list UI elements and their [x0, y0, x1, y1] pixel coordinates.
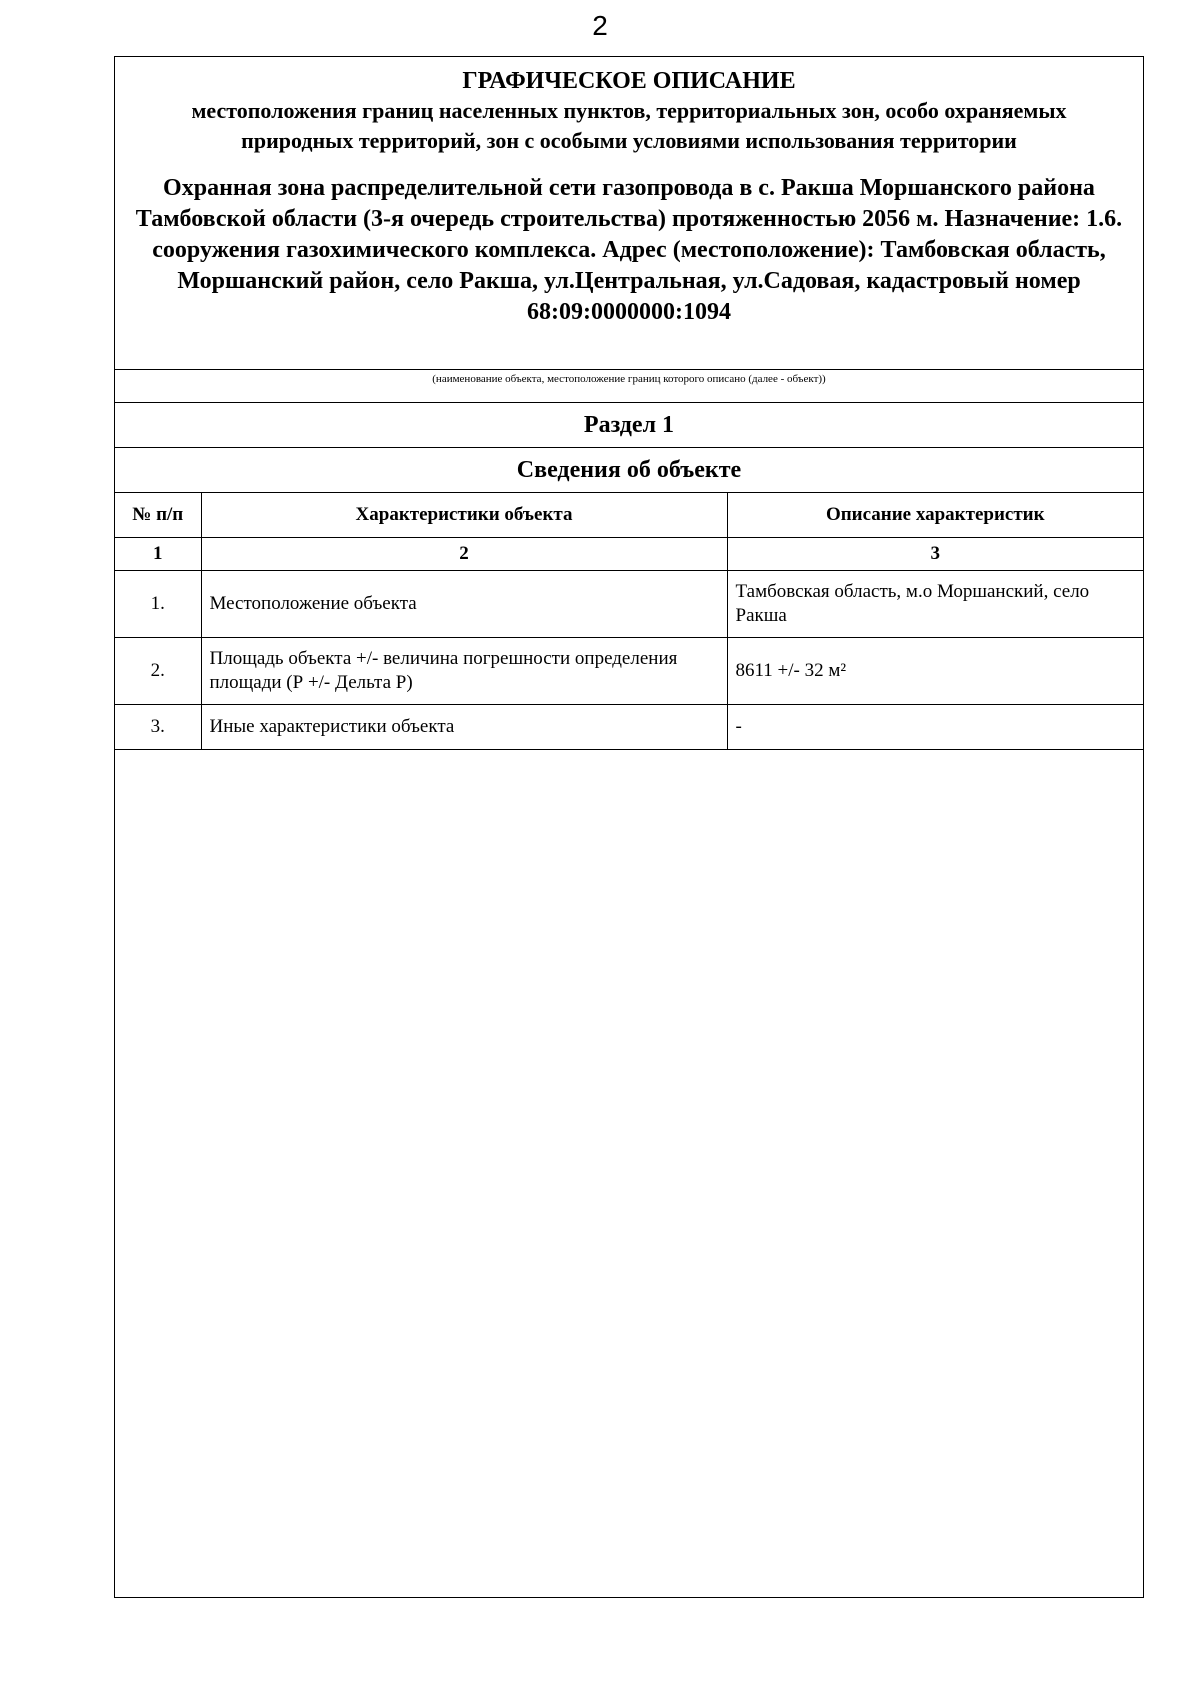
object-name: Охранная зона распределительной сети газопровода в с. Ракша Моршанского района Тамбовской области (3-я очередь строительства) протяженностью 2056 м. Назначение: 1.6. сооружения газохимического комплекса. Адрес (местоположение): Тамбовская область, Моршанский район, село Ракша, ул.Центральная, ул.Садовая, кадастровый номер 68:09:0000000:1094 [135, 175, 1123, 325]
table-header-row [115, 493, 1143, 538]
column-header-characteristic: Характеристики объекта [201, 493, 727, 538]
row-description: - [727, 705, 1143, 750]
document-frame [114, 56, 1144, 1598]
row-number: 1. [115, 571, 201, 638]
row-description: Тамбовская область, м.о Моршанский, село Ракша [727, 571, 1143, 638]
object-info-table [115, 402, 1143, 750]
row-number: 3. [115, 705, 201, 750]
row-characteristic: Местоположение объекта [201, 571, 727, 638]
page-number: 2 [592, 10, 608, 41]
column-number-row [115, 538, 1143, 571]
row-characteristic: Иные характеристики объекта [201, 705, 727, 750]
table-row [115, 638, 1143, 705]
section-subheading: Сведения об объекте [115, 448, 1143, 493]
column-number: 1 [115, 538, 201, 571]
section-heading: Раздел 1 [115, 403, 1143, 448]
section-subheading-row [115, 448, 1143, 493]
column-header-description: Описание характеристик [727, 493, 1143, 538]
row-description: 8611 +/- 32 м² [727, 638, 1143, 705]
column-number: 3 [727, 538, 1143, 571]
table-row [115, 571, 1143, 638]
column-header-number: № п/п [115, 493, 201, 538]
table-row [115, 705, 1143, 750]
title-block [115, 57, 1143, 369]
column-number: 2 [201, 538, 727, 571]
document-title: ГРАФИЧЕСКОЕ ОПИСАНИЕ [462, 68, 796, 94]
object-caption: (наименование объекта, местоположение границ которого описано (далее - объект)) [115, 369, 1143, 403]
document-subtitle: местоположения границ населенных пунктов, территориальных зон, особо охраняемых природных территорий, зон с особыми условиями использования территории [191, 98, 1067, 153]
row-characteristic: Площадь объекта +/- величина погрешности определения площади (Р +/- Дельта Р) [201, 638, 727, 705]
section-heading-row [115, 403, 1143, 448]
row-number: 2. [115, 638, 201, 705]
